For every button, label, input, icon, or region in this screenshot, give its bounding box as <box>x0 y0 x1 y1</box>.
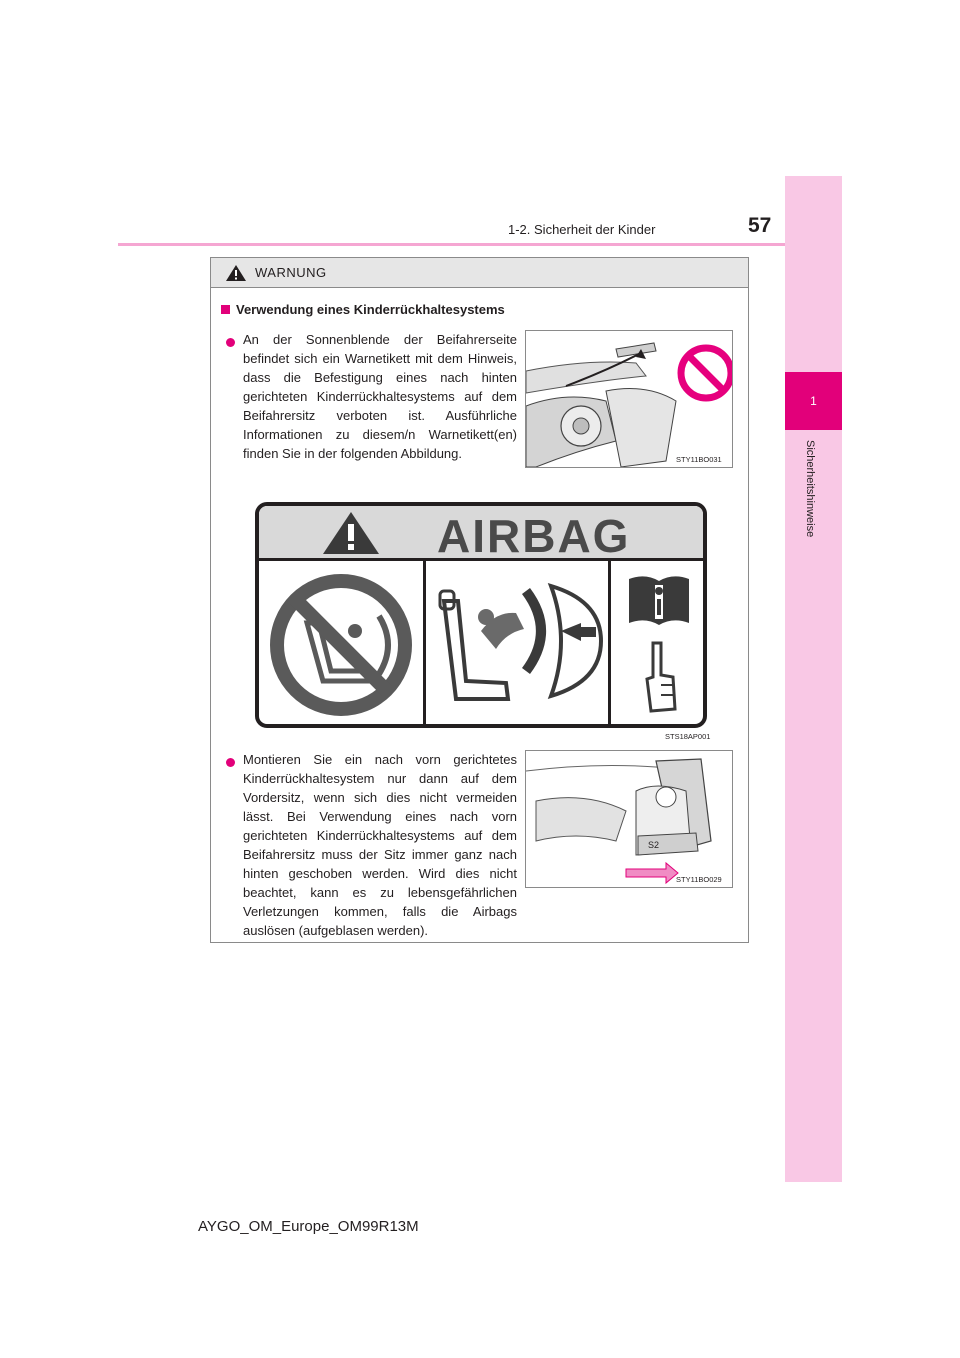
bullet-icon <box>226 758 235 767</box>
prohibition-icon <box>259 561 423 728</box>
label-cell-prohibition <box>259 561 426 728</box>
figure-code: STS18AP001 <box>665 732 711 741</box>
svg-text:S2: S2 <box>648 840 660 850</box>
label-cell-info <box>611 561 707 728</box>
figure-code: STY11BO031 <box>676 455 722 464</box>
sun-visor-illustration <box>526 331 732 467</box>
square-bullet-icon <box>221 305 230 314</box>
airbag-label-banner <box>259 506 703 561</box>
warning-triangle-icon <box>321 510 381 556</box>
warning-subheading: Verwendung eines Kinderrückhaltesystems <box>221 302 505 317</box>
label-cell-airbag-deploy <box>426 561 611 728</box>
warning-title: WARNUNG <box>255 265 327 280</box>
section-title: 1-2. Sicherheit der Kinder <box>508 222 656 237</box>
header-divider <box>118 243 785 246</box>
figure-code: STY11BO029 <box>676 875 722 884</box>
page-number: 57 <box>748 214 772 237</box>
bullet-icon <box>226 338 235 347</box>
child-seat-figure <box>525 750 733 888</box>
warning-box <box>210 257 749 943</box>
airbag-warning-label <box>255 502 707 728</box>
airbag-label-text: AIRBAG <box>437 510 631 562</box>
warning-item-text: An der Sonnenblende der Beifahrerseite befindet sich ein Warnetikett mit dem Hinweis, dass die Befestigung eines nach hinten gerichteten Kinderrückhaltesystems auf dem Beifahrersitz verboten ist. Ausführliche Informationen zu diesem/n Warnetikett(en) finden Sie in der folgenden Abbildung. <box>243 332 517 461</box>
airbag-deploy-icon <box>426 561 608 728</box>
chapter-side-tab <box>785 176 842 1182</box>
pointing-hand-icon <box>641 639 681 719</box>
chapter-label: Sicherheitshinweise <box>804 440 816 538</box>
warning-triangle-icon <box>225 264 247 282</box>
child-seat-illustration <box>526 751 732 887</box>
sun-visor-figure <box>525 330 733 468</box>
warning-item-text: Montieren Sie ein nach vorn gerichtetes Kinderrückhaltesystem nur dann auf dem Vordersitz, wenn sich dies nicht vermeiden lässt. Bei Verwendung eines nach vorn gerichteten Kinderrückhaltesystems auf dem Beifahrersitz muss der Sitz immer ganz nach hinten geschoben werden. Wird dies nicht beachtet, kann es zu lebensgefährlichen Verletzungen kommen, falls die Airbags auslösen (aufgeblasen werden). <box>243 752 517 938</box>
document-id: AYGO_OM_Europe_OM99R13M <box>198 1218 419 1235</box>
chapter-number-tab[interactable]: 1 <box>785 372 842 430</box>
warning-header <box>211 258 748 288</box>
